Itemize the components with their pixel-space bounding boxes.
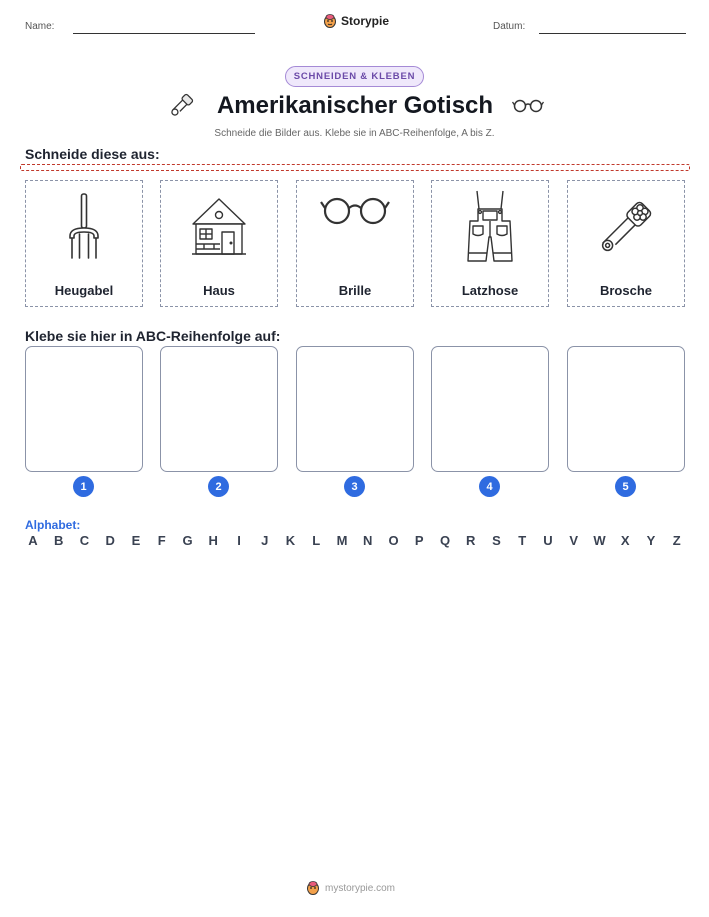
- brand-logo: [323, 13, 389, 29]
- alphabet-letter: C: [79, 533, 90, 548]
- number-badge-2: 2: [208, 476, 229, 497]
- paste-box-3[interactable]: [296, 346, 414, 472]
- overalls-icon: [465, 189, 515, 265]
- number-badge-4: 4: [479, 476, 500, 497]
- alphabet-letter: Q: [439, 533, 451, 548]
- alphabet-letter: P: [414, 533, 424, 548]
- alphabet-letter: G: [182, 533, 193, 548]
- storypie-mascot-icon: [323, 13, 337, 29]
- footer: [306, 880, 395, 896]
- number-badge-1: 1: [73, 476, 94, 497]
- alphabet-letter: V: [569, 533, 579, 548]
- small-glasses-icon: [512, 97, 544, 113]
- name-label: Name:: [25, 21, 55, 32]
- alphabet-letter: R: [466, 533, 476, 548]
- alphabet-letter: E: [131, 533, 141, 548]
- alphabet-letter: O: [388, 533, 399, 548]
- alphabet-letter: N: [363, 533, 373, 548]
- number-badge-5: 5: [615, 476, 636, 497]
- card-label-brosche: Brosche: [599, 283, 653, 298]
- alphabet-letter: F: [157, 533, 166, 548]
- card-label-haus: Haus: [203, 283, 235, 298]
- alphabet-row: [25, 533, 685, 548]
- pitchfork-icon: [64, 192, 104, 262]
- card-label-brille: Brille: [338, 283, 372, 298]
- footer-url[interactable]: mystorypie.com: [325, 882, 396, 894]
- cut-card-brille[interactable]: [296, 180, 414, 307]
- alphabet-letter: Y: [646, 533, 656, 548]
- alphabet-letter: I: [237, 533, 241, 548]
- alphabet-letter: L: [312, 533, 321, 548]
- storypie-mascot-icon: [306, 880, 320, 896]
- safety-pin-icon: [168, 90, 196, 120]
- alphabet-letter: D: [105, 533, 115, 548]
- glasses-icon: [320, 193, 390, 229]
- card-label-latzhose: Latzhose: [461, 283, 519, 298]
- alphabet-letter: A: [28, 533, 38, 548]
- alphabet-letter: T: [518, 533, 527, 548]
- alphabet-letter: M: [336, 533, 348, 548]
- cut-line: [20, 164, 690, 171]
- number-badge-3: 3: [344, 476, 365, 497]
- alphabet-letter: K: [285, 533, 296, 548]
- page-title: Amerikanischer Gotisch: [216, 92, 494, 119]
- card-label-heugabel: Heugabel: [54, 283, 114, 298]
- paste-box-2[interactable]: [160, 346, 278, 472]
- paste-section-label: Klebe sie hier in ABC-Reihenfolge auf:: [25, 328, 281, 344]
- paste-box-5[interactable]: [567, 346, 685, 472]
- alphabet-letter: J: [261, 533, 269, 548]
- alphabet-label: Alphabet:: [25, 518, 81, 532]
- cut-section-label: Schneide diese aus:: [25, 146, 160, 162]
- alphabet-letter: S: [492, 533, 501, 548]
- cut-card-haus[interactable]: [160, 180, 278, 307]
- brand-name: Storypie: [341, 14, 390, 28]
- cut-card-heugabel[interactable]: [25, 180, 143, 307]
- alphabet-letter: W: [593, 533, 606, 548]
- activity-badge: SCHNEIDEN & KLEBEN: [285, 66, 424, 87]
- date-line: [539, 33, 686, 34]
- instructions: Schneide die Bilder aus. Klebe sie in ABC-Reihenfolge, A bis Z.: [214, 128, 495, 139]
- cut-card-brosche[interactable]: [567, 180, 685, 307]
- house-icon: [190, 196, 248, 258]
- name-line: [73, 33, 255, 34]
- alphabet-letter: U: [543, 533, 553, 548]
- alphabet-letter: H: [208, 533, 218, 548]
- date-label: Datum:: [493, 21, 526, 32]
- alphabet-letter: B: [54, 533, 64, 548]
- paste-box-4[interactable]: [431, 346, 549, 472]
- paste-box-1[interactable]: [25, 346, 143, 472]
- brooch-icon: [594, 194, 658, 260]
- cut-card-latzhose[interactable]: [431, 180, 549, 307]
- alphabet-letter: Z: [672, 533, 681, 548]
- alphabet-letter: X: [620, 533, 630, 548]
